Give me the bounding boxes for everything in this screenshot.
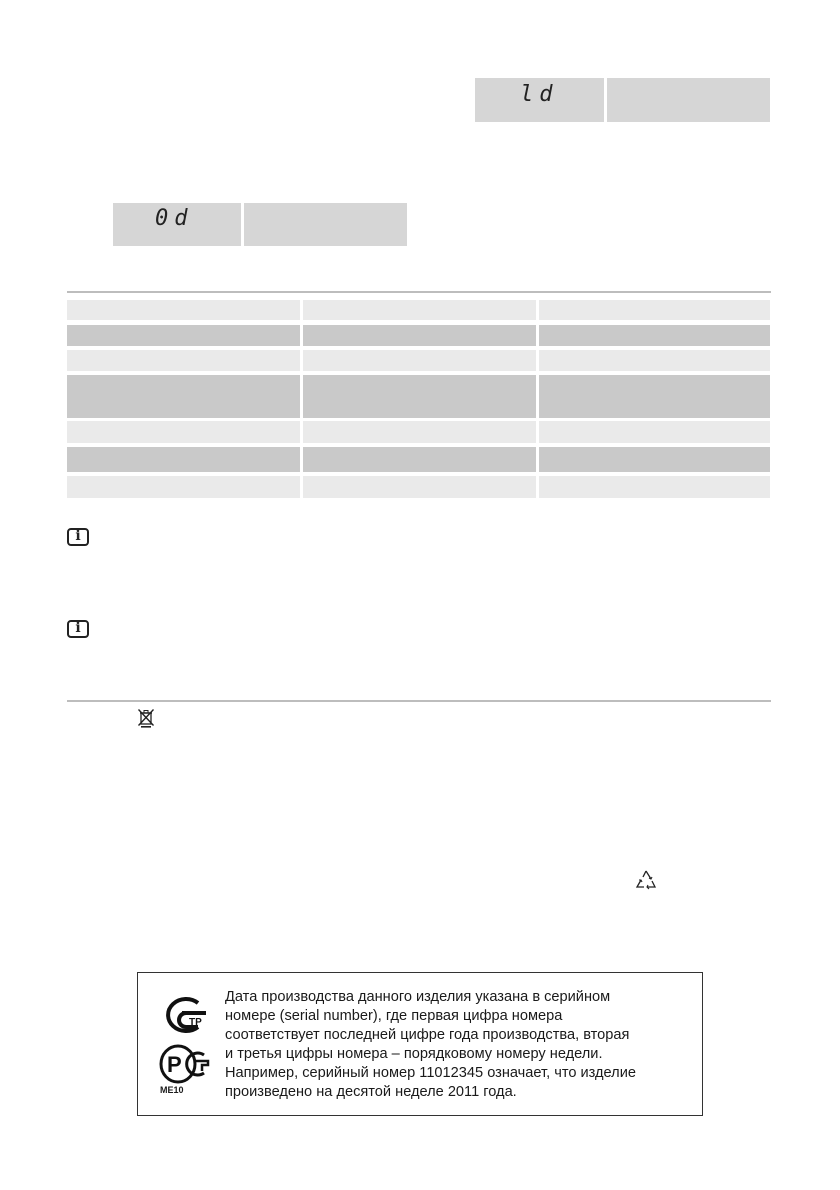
- display-code-0d: 0d: [155, 206, 194, 231]
- table-cell: [303, 447, 536, 472]
- certification-code: ME10: [160, 1085, 184, 1095]
- svg-text:Р: Р: [167, 1052, 182, 1077]
- certification-line: Например, серийный номер 11012345 означает, что изделие: [225, 1065, 636, 1081]
- section-divider: [67, 700, 771, 702]
- display-divider: [241, 203, 244, 246]
- table-cell: [67, 421, 300, 443]
- certification-line: Дата производства данного изделия указана в серийном: [225, 989, 611, 1005]
- table-cell: [67, 300, 300, 320]
- table-cell: [67, 350, 300, 371]
- certification-line: произведено на десятой неделе 2011 года.: [225, 1084, 517, 1100]
- table-cell: [539, 421, 770, 443]
- recycle-icon: [635, 869, 657, 891]
- table-cell: [539, 447, 770, 472]
- table-cell: [303, 350, 536, 371]
- crossed-out-bin-icon: [137, 708, 155, 728]
- table-cell: [303, 300, 536, 320]
- table-cell: [303, 421, 536, 443]
- table-cell: [67, 476, 300, 498]
- table-cell: [67, 375, 300, 418]
- certification-text: [225, 988, 695, 1102]
- certification-line: номере (serial number), где первая цифра номера: [225, 1008, 563, 1024]
- table-cell: [539, 325, 770, 346]
- table-cell: [539, 476, 770, 498]
- certification-box: [137, 972, 703, 1116]
- info-icon: i: [67, 620, 89, 638]
- table-cell: [67, 325, 300, 346]
- certification-line: и третья цифры номера – порядковому номеру недели.: [225, 1046, 603, 1062]
- svg-text:ТР: ТР: [189, 1017, 202, 1028]
- table-cell: [67, 447, 300, 472]
- gost-r-mark-icon: [158, 1043, 210, 1085]
- info-icon: i: [67, 528, 89, 546]
- table-cell: [303, 375, 536, 418]
- table-cell: [539, 350, 770, 371]
- certification-line: соответствует последней цифре года производства, вторая: [225, 1027, 630, 1043]
- display-code-ld: ld: [520, 82, 559, 107]
- eac-gost-tr-mark-icon: [160, 995, 210, 1035]
- table-cell: [303, 476, 536, 498]
- section-divider: [67, 291, 771, 293]
- table-cell: [539, 300, 770, 320]
- display-divider: [604, 78, 607, 122]
- table-cell: [303, 325, 536, 346]
- table-cell: [539, 375, 770, 418]
